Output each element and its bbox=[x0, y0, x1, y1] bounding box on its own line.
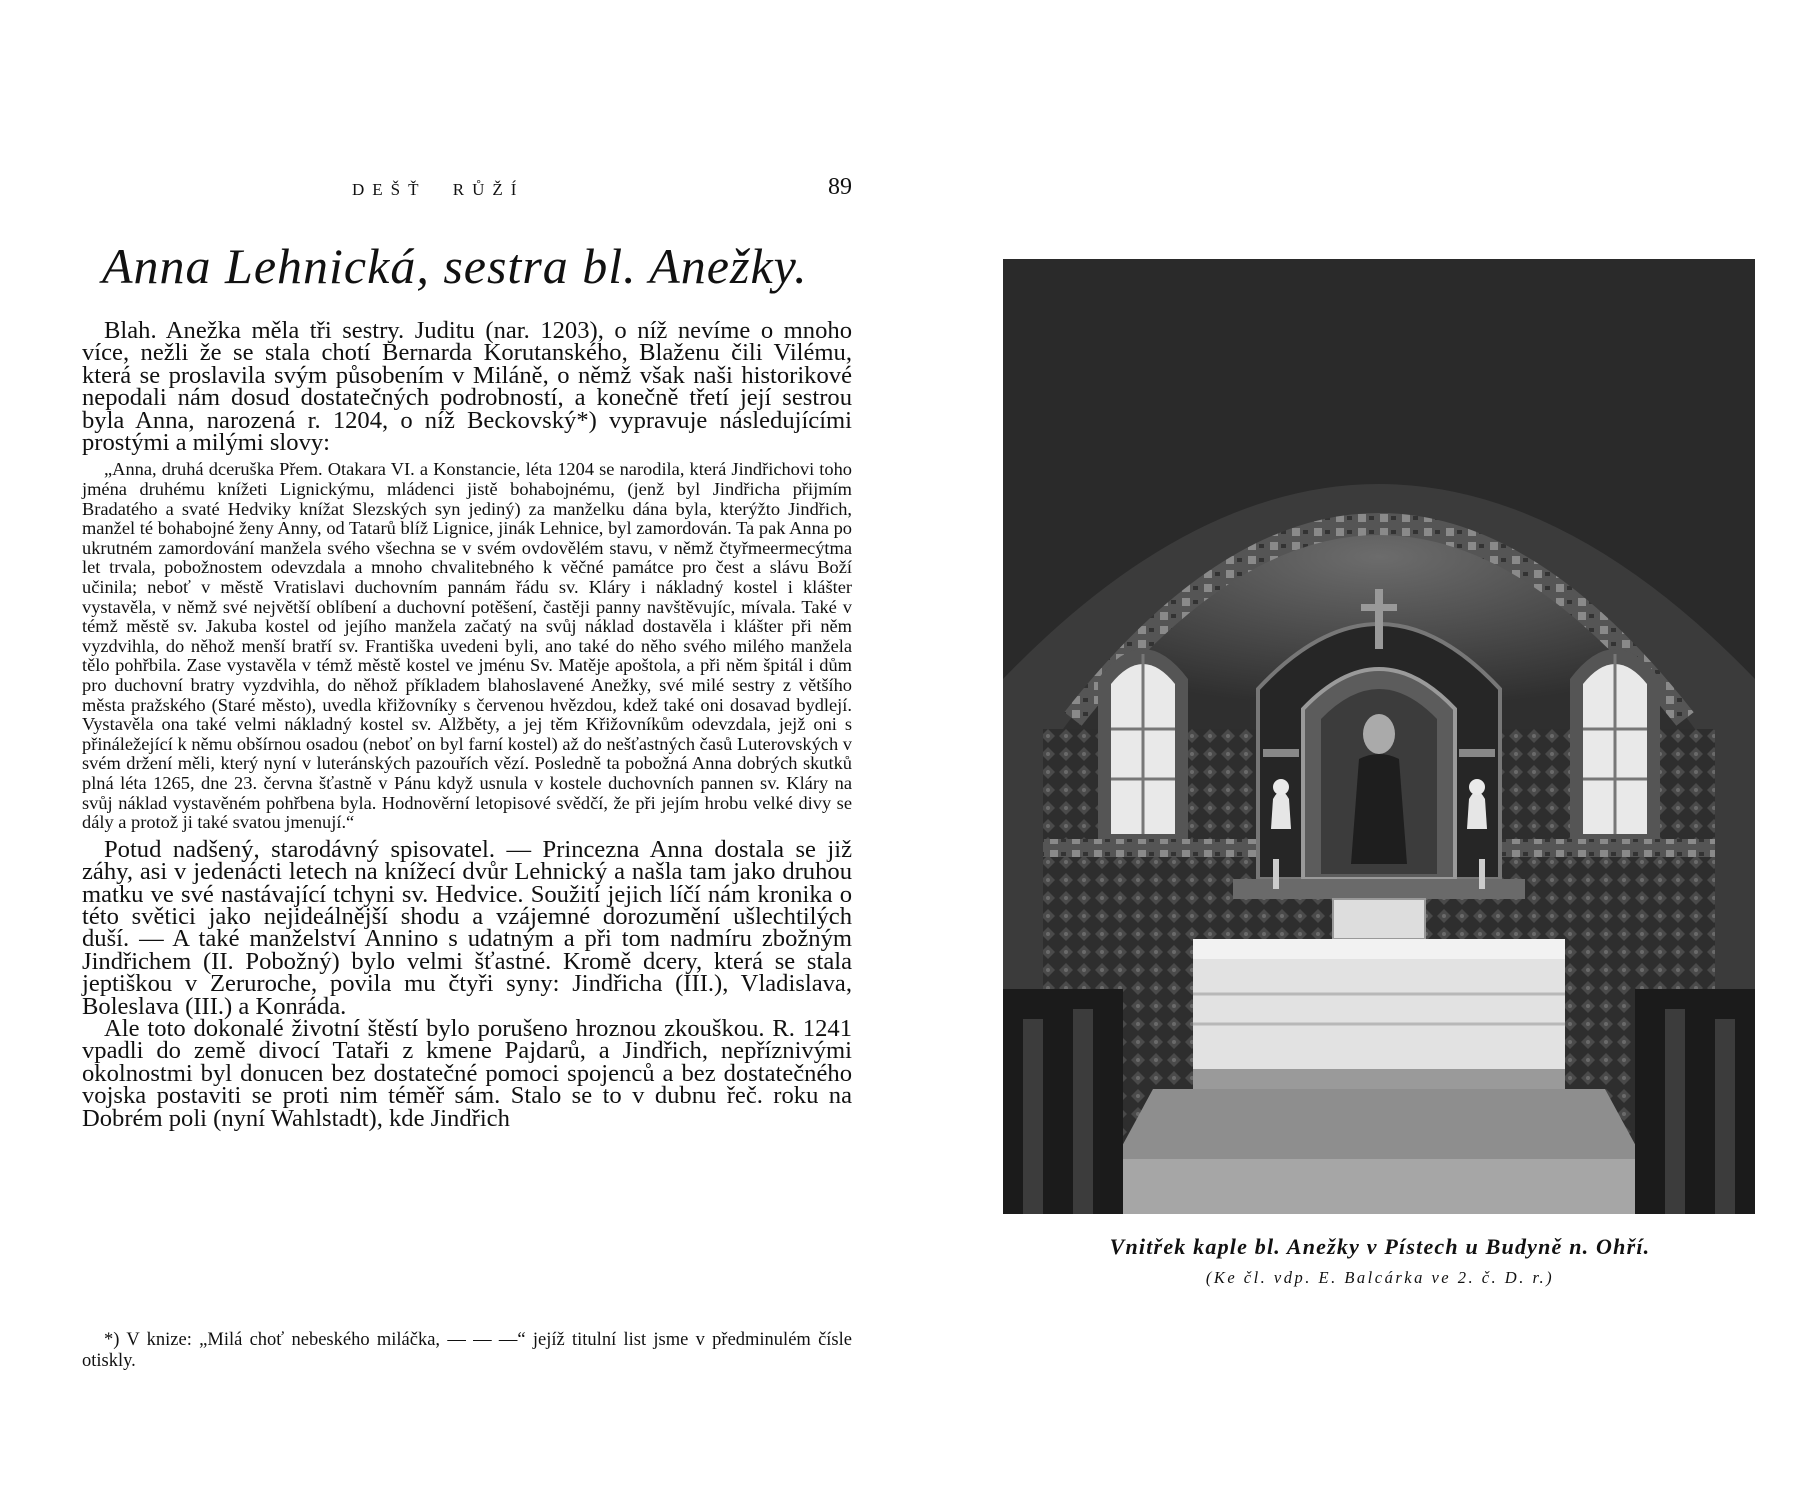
figure-caption bbox=[985, 1234, 1775, 1288]
pews-right bbox=[1635, 989, 1755, 1214]
window-right bbox=[1570, 649, 1660, 839]
altar-steps bbox=[1075, 1089, 1683, 1214]
footnote: *) V knize: „Milá choť nebeského miláčka, — — —“ jejíž titulní list jsme v předminulém čísle otiskly. bbox=[82, 1330, 852, 1371]
pews-left bbox=[1003, 989, 1123, 1214]
running-title: DEŠŤ RŮŽÍ bbox=[352, 180, 525, 199]
window-left bbox=[1098, 649, 1188, 839]
left-column bbox=[82, 170, 852, 1130]
page-number: 89 bbox=[828, 174, 852, 200]
chapel-interior-photo bbox=[1003, 259, 1755, 1214]
caption-credit: (Ke čl. vdp. E. Balcárka ve 2. č. D. r.) bbox=[1205, 1268, 1555, 1287]
second-paragraph: Potud nadšený, starodávný spisovatel. — Princezna Anna dostala se již záhy, asi v jedenácti letech na knížecí dvůr Lehnický a našla tam jako druhou matku ve své nastávající tchyni sv. Hedvice. Soužití jejich líčí nám kronika o této světici jako nejideálnější shodu a vzájemné dorozumění ušlechtilých duší. — A také manželství Annino s udatným a při tom nadmíru zbožným Jindřichem (II. Pobožný) bylo velmi šťastné. Kromě dcery, která se stala jeptiškou v Zeruroche, povila mu čtyři syny: Jindřicha (III.), Vladislava, Boleslava (III.) a Konráda. bbox=[82, 835, 852, 1020]
running-head bbox=[82, 170, 852, 210]
intro-paragraph: Blah. Anežka měla tři sestry. Juditu (nar. 1203), o níž nevíme o mnoho více, nežli že se stala chotí Bernarda Korutanského, Blaženu čili Vilému, která se proslavila svým působením v Miláně, o němž však naši historikové nepodali nám dosud dostatečných podrobností, a konečně třetí její sestrou byla Anna, narozená r. 1204, o níž Beckovský*) vypravuje následujícími prostými a milými slovy: bbox=[82, 317, 852, 457]
altar-table bbox=[1193, 859, 1565, 1089]
quoted-passage: „Anna, druhá dceruška Přem. Otakara VI. a Konstancie, léta 1204 se narodila, která Jindřichovi toho jména druhému knížeti Lignickýmu, mládenci jistě bohabojnému, (jenž byl Jindřicha přijmím Bradatého a svaté Hedviky knížat Slezských syn jediný) za manželku dána byla, kterýžto Jindřich, manžel té bohabojné ženy Anny, od Tatarů blíž Lignice, jinák Lehnice, byl zamordován. Ta pak Anna po ukrutném zamordování manžela svého všechna se v svém ovdovělém stavu, v němž čtyřmeermecýtma let trvala, pobožnostem odevzdala a mnoho chvalitebného k věčné památce pro čest a slávu Boží učinila; neboť v městě Vratislavi duchovním pannám řádu sv. Kláry i nákladný kostel i klášter vystavěla, v němž své největší oblíbení a duchovní potěšení, častěji panny navštěvujíc, mívala. Také v témž městě sv. Jakuba kostel od jejího manžela začatý na svůj náklad dostavěla i klášter při něm vyzdvihla, do něhož menší bratří sv. Františka uvedeni byli, ano také do něho svého milého manžela tělo pohřbila. Zase vystavěla v témž městě kostel ve jménu Sv. Matěje apoštola, a při něm špitál i dům pro duchovní bratry vyzdvihla, do něhož příkladem blahoslavené Anežky, své milé sestry z většího města pražského (Staré město), uvedla křižovníky s červenou hvězdou, kdež také oni dosavad bydlejí. Vystavěla ona také velmi nákladný kostel sv. Alžběty, a jej těm Křižovníkům odevzdala, jejž oni s přináležející k němu obšírnou osadou (neboť on byl farní kostel) až do nešťastných časů Luterovských v svém držení měli, který nyní v luteránských pazouřích vězí. Posledně ta pobožná Anna dobrých skutků plná léta 1265, dne 23. června šťastně v Pánu když usnula v kostele duchovních pannen sv. Kláry na svůj náklad vystavěném pohřbena byla. Hodnověrní letopisové svědčí, že při jejím hrobu velké divy se dály a protož ji také svatou jmenují.“ bbox=[82, 459, 852, 833]
article-title: Anna Lehnická, sestra bl. Anežky. bbox=[102, 238, 808, 294]
third-paragraph: Ale toto dokonalé životní štěstí bylo porušeno hroznou zkouškou. R. 1241 vpadli do země divocí Tataři z kmene Pajdarů, a Jindřich, nepříznivými okolnostmi byl donucen bez dostatečné pomoci spojenců a bez dostatečného vojska postaviti se proti nim téměř sám. Stalo se to v dubnu řeč. roku na Dobrém poli (nyní Wahlstadt), kde Jindřich bbox=[82, 1014, 852, 1132]
caption-text: Vnitřek kaple bl. Anežky v Pístech u Budyně n. Ohří. bbox=[1109, 1234, 1651, 1259]
